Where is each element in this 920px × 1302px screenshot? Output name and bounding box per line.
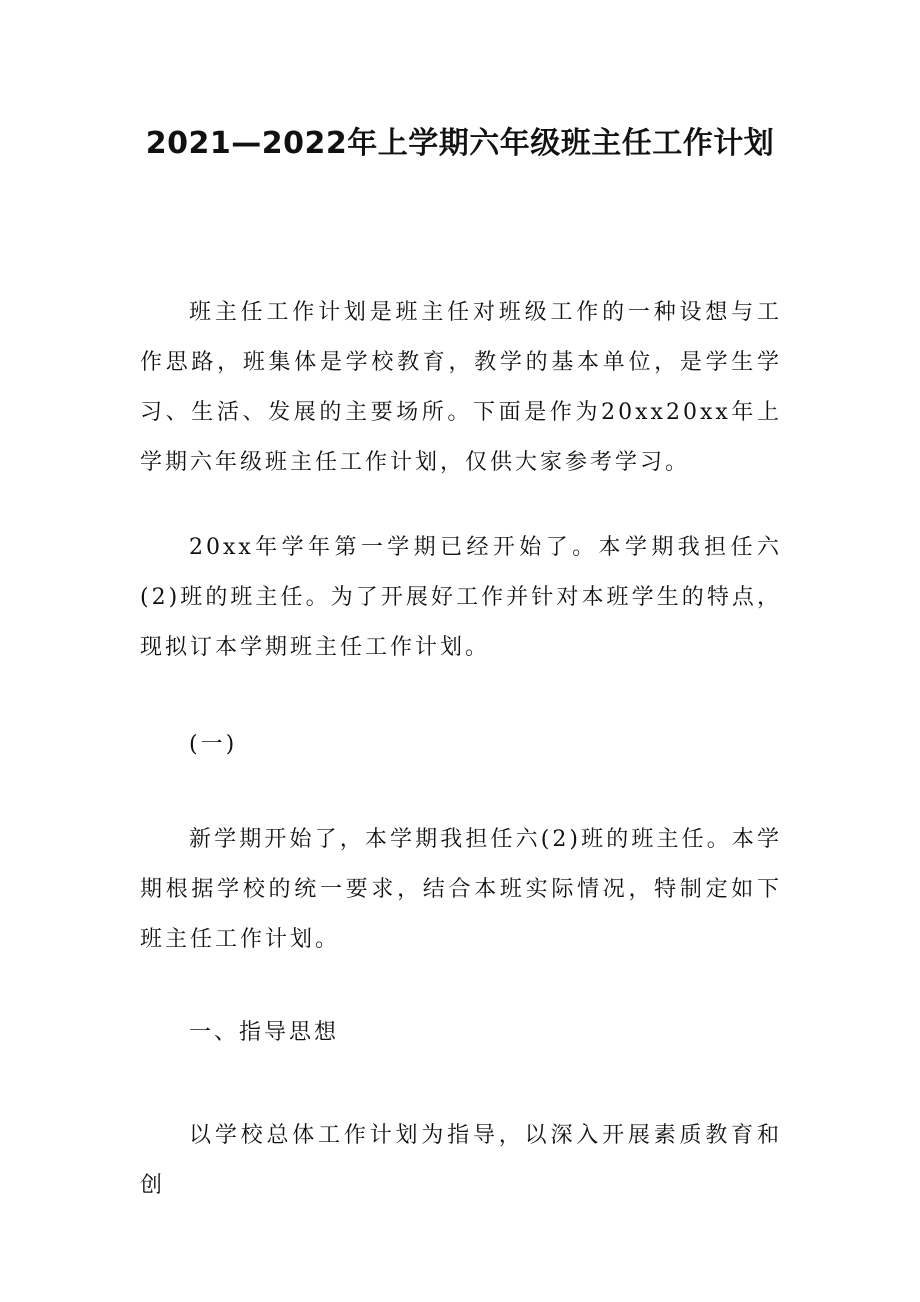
guiding-ideology-paragraph: 以学校总体工作计划为指导，以深入开展素质教育和创	[140, 1123, 782, 1198]
document-title: 2021—2022年上学期六年级班主任工作计划	[145, 126, 775, 161]
plan-paragraph: 新学期开始了，本学期我担任六(2)班的班主任。本学期根据学校的统一要求，结合本班实际情况，特制定如下班主任工作计划。	[140, 827, 782, 952]
section-marker: (一)	[189, 732, 238, 757]
section-heading-guiding-ideology: 一、指导思想	[189, 1020, 340, 1045]
opening-paragraph: 20xx年学年第一学期已经开始了。本学期我担任六(2)班的班主任。为了开展好工作并针对本班学生的特点，现拟订本学期班主任工作计划。	[140, 535, 782, 660]
intro-paragraph: 班主任工作计划是班主任对班级工作的一种设想与工作思路，班集体是学校教育，教学的基本单位，是学生学习、生活、发展的主要场所。下面是作为20xx20xx年上学期六年级班主任工作计划，仅供大家参考学习。	[140, 300, 782, 475]
